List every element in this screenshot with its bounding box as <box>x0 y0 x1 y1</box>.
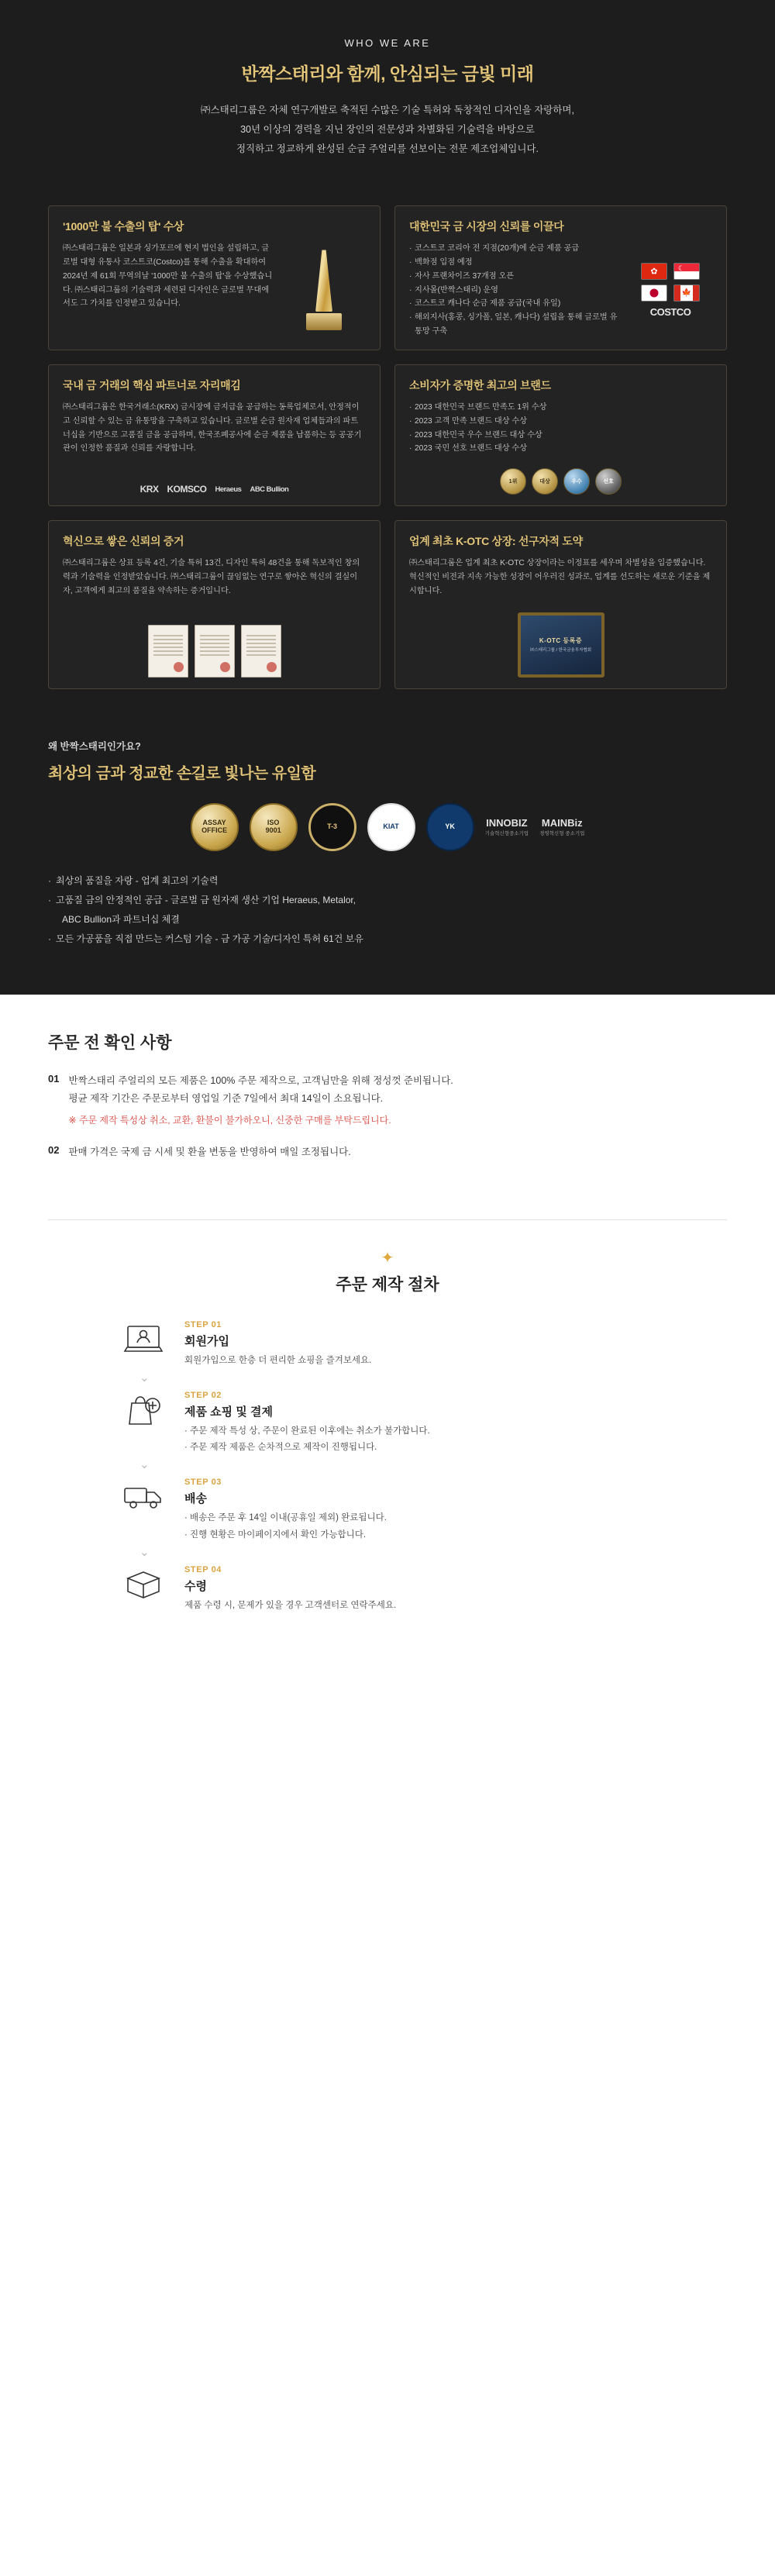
japan-flag-icon <box>641 284 667 302</box>
innobiz-sub: 기술혁신형중소기업 <box>484 831 529 837</box>
hongkong-flag-icon <box>641 263 667 280</box>
mainbiz-sub: 경영혁신형 중소기업 <box>539 831 585 837</box>
chevron-down-icon: ⌄ <box>140 1545 150 1559</box>
plaque-subtitle: ㈜스태리그룹 / 한국금융투자협회 <box>529 647 592 653</box>
heraeus-logo: Heraeus <box>215 485 242 494</box>
why-benefit-item: · 최상의 품질을 자랑 - 업계 최고의 기술력 <box>48 871 727 891</box>
process-step-list <box>48 1319 727 1615</box>
mainbiz-badge-icon <box>539 817 584 837</box>
card-brand-awards <box>394 364 727 506</box>
step-desc: · 주문 제작 제품은 순차적으로 제작이 진행됩니다. <box>184 1443 377 1453</box>
process-step <box>48 1476 727 1543</box>
shopping-bag-icon <box>119 1389 167 1431</box>
hero-section <box>0 0 775 205</box>
assay-office-badge-icon: ASSAY OFFICE <box>191 803 239 851</box>
t3-badge-icon: T-3 <box>308 803 356 851</box>
step-name: 배송 <box>184 1492 207 1506</box>
process-step <box>48 1389 727 1457</box>
card-title: 업계 최초 K-OTC 상장: 선구자적 도약 <box>409 535 583 548</box>
notice-item <box>48 1072 727 1129</box>
card-text: ㈜스태리그룹은 업계 최초 K-OTC 상장이라는 이정표를 세우며 차별성을 입증했습니다. 혁신적인 비전과 지속 가능한 성장이 어우러진 성과로, 업계를 선도하는 새로운 기준을 제시합니다. <box>409 559 711 595</box>
step-label: STEP 02 <box>184 1390 222 1400</box>
order-notice-section <box>0 995 775 1199</box>
flags-group <box>629 242 712 339</box>
step-desc: 회원가입으로 한층 더 편리한 쇼핑을 즐겨보세요. <box>184 1355 372 1365</box>
award-seal-icon: 선호 <box>595 468 622 495</box>
innobiz-label: INNOBIZ <box>486 816 528 829</box>
card-bullet: · 코스트코 캐나다 순금 제품 공급(국내 유일) <box>409 297 621 311</box>
award-seal-icon: 1위 <box>500 468 526 495</box>
card-title: 혁신으로 쌓은 신뢰의 증거 <box>63 535 184 548</box>
card-bullet: · 백화점 입점 예정 <box>409 256 621 270</box>
card-title: '1000만 불 수출의 탑' 수상 <box>63 220 184 233</box>
why-benefit-item: · 고품질 금의 안정적인 공급 - 글로벌 금 원자재 생산 기업 Heraeus, Metalor, <box>48 891 727 910</box>
step-label: STEP 04 <box>184 1564 222 1574</box>
step-desc: · 진행 현황은 마이페이지에서 확인 가능합니다. <box>184 1529 367 1540</box>
card-text: ㈜스태리그룹은 한국거래소(KRX) 금시장에 금지급을 공급하는 동록업체로서, 안정적이고 신뢰할 수 있는 금 유통망을 구축하고 있습니다. 글로벌 순금 원자재 업체들과의 파트너십을 기반으로 고품질 금을 공급하며, 한국조폐공사에 순금 제품을 납품하는 등 공공기관이 인정한 품질과 신뢰를 자랑합니다. <box>63 402 362 453</box>
hero-desc-line-1: ㈜스태리그룹은 자체 연구개발로 축적된 수많은 기술 특허와 독창적인 디자인을 자랑하며, <box>201 105 574 116</box>
step-name: 제품 쇼핑 및 결제 <box>184 1405 273 1419</box>
card-title: 국내 금 거래의 핵심 파트너로 자리매김 <box>63 378 241 391</box>
award-seal-icon: 우수 <box>563 468 590 495</box>
abc-bullion-logo: ABC Bullion <box>250 485 289 494</box>
card-patents <box>48 520 381 689</box>
card-bullet: · 2023 대한민국 브랜드 만족도 1위 수상 <box>409 401 712 415</box>
step-name: 회원가입 <box>184 1334 229 1348</box>
step-desc: 제품 수령 시, 문제가 있을 경우 고객센터로 연락주세요. <box>184 1600 397 1610</box>
hero-desc-line-3: 정직하고 정교하게 완성된 순금 주얼리를 선보이는 전문 제조업체입니다. <box>236 143 539 154</box>
process-title: 주문 제작 절차 <box>336 1275 439 1294</box>
award-seal-row <box>409 468 712 495</box>
step-name: 수령 <box>184 1579 207 1593</box>
komsco-logo: KOMSCO <box>167 484 207 495</box>
step-label: STEP 03 <box>184 1478 222 1488</box>
notice-warning: ※ 주문 제작 특성상 취소, 교환, 환불이 불가하오니, 신중한 구매를 부탁드립니다. <box>68 1115 391 1126</box>
kotc-plaque-icon <box>518 612 604 678</box>
card-title: 대한민국 금 시장의 신뢰를 이끌다 <box>409 220 564 233</box>
why-section <box>0 725 775 995</box>
notice-text: 판매 가격은 국제 금 시세 및 환율 변동을 반영하여 매일 조정됩니다. <box>68 1146 351 1157</box>
why-benefit-item-cont: ABC Bullion과 파트너십 체결 <box>62 914 180 926</box>
card-bullet: · 2023 국민 선호 브랜드 대상 수상 <box>409 442 712 456</box>
notice-text: 반짝스태리 주얼리의 모든 제품은 100% 주문 제작으로, 고객님만을 위해 정성껏 준비됩니다. <box>68 1074 453 1086</box>
iso-badge-icon: ISO 9001 <box>250 803 298 851</box>
certification-badge-row <box>48 803 727 851</box>
card-title: 소비자가 증명한 최고의 브랜드 <box>409 378 551 391</box>
card-text <box>409 242 621 339</box>
why-eyebrow: 왜 반짝스태리인가요? <box>48 740 141 752</box>
step-label: STEP 01 <box>184 1319 222 1329</box>
why-benefit-item: · 모든 가공품을 직접 만드는 커스텀 기술 - 금 가공 기술/디자인 특허 61건 보유 <box>48 929 727 949</box>
step-desc: · 주문 제작 특성 상, 주문이 완료된 이후에는 취소가 불가합니다. <box>184 1426 430 1436</box>
card-bullet: · 2023 고객 만족 브랜드 대상 수상 <box>409 415 712 429</box>
hero-title: 반짝스태리와 함께, 안심되는 금빛 미래 <box>241 64 534 84</box>
why-benefit-list <box>48 871 727 950</box>
why-title: 최상의 금과 정교한 손길로 빛나는 유일함 <box>48 764 316 782</box>
award-seal-icon: 대상 <box>532 468 558 495</box>
hero-eyebrow: WHO WE ARE <box>344 37 431 49</box>
card-bullet: · 코스트코 코리아 전 지점(20개)에 순금 제품 공급 <box>409 242 621 256</box>
kiat-badge-icon: KIAT <box>367 803 415 851</box>
hero-desc-line-2: 30년 이상의 경력을 지닌 장인의 전문성과 차별화된 기술력을 바탕으로 <box>240 124 535 135</box>
costco-logo: COSTCO <box>649 305 691 318</box>
card-text: ㈜스태리그룹은 상표 등록 4건, 기술 특허 13건, 디자인 특허 48건을 통해 독보적인 창의력과 기술력을 인정받았습니다. ㈜스태리그룹이 끊임없는 연구로 쌓아온 혁신의 결실이자, 고객에게 최고의 품질을 약속하는 증거입니다. <box>63 559 360 595</box>
singapore-flag-icon <box>673 263 700 280</box>
order-process-section <box>0 1220 775 1646</box>
krx-logo: KRX <box>140 484 159 495</box>
card-kotc-listing <box>394 520 727 689</box>
mainbiz-label: MAINBiz <box>541 816 583 829</box>
achievement-card-grid <box>0 205 775 725</box>
step-desc: · 배송은 주문 후 14일 이내(공휴일 제외) 완료됩니다. <box>184 1513 387 1523</box>
hero-description <box>0 101 775 159</box>
notice-text: 평균 제작 기간은 주문로부터 영업일 기준 7일에서 최대 14일이 소요됩니다. <box>68 1093 384 1105</box>
card-text: ㈜스태리그룹은 일본과 싱가포르에 현지 법인을 설립하고, 글로벌 대형 유통사 코스트코(Costco)를 통해 수출을 확대하여 2024년 제 61회 무역의날 '1000만 불 수출의 탑'을 수상했습니다. ㈜스태리그룹의 기술력과 세련된 디자인은 글로벌 무대에서도 그 가치를 인정받고 있습니다. <box>63 244 273 309</box>
certificate-icon <box>148 625 188 678</box>
canada-flag-icon <box>673 284 700 302</box>
trophy-icon <box>282 242 366 339</box>
process-step <box>48 1564 727 1614</box>
box-icon <box>119 1564 167 1605</box>
laptop-user-icon <box>119 1319 167 1360</box>
card-gold-partner <box>48 364 381 506</box>
sparkle-icon: ✦ <box>381 1249 394 1267</box>
notice-title: 주문 전 확인 사항 <box>48 1033 172 1052</box>
card-text <box>409 401 712 456</box>
yk-badge-icon: YK <box>426 803 474 851</box>
process-step <box>48 1319 727 1369</box>
partner-logo-row <box>63 484 366 495</box>
card-bullet: · 2023 대한민국 우수 브랜드 대상 수상 <box>409 429 712 443</box>
truck-icon <box>119 1476 167 1518</box>
card-bullet: · 해외지사(홍콩, 싱가폴, 일본, 캐나다) 설립을 통해 글로벌 유통망 구축 <box>409 311 621 339</box>
card-export-award <box>48 205 381 350</box>
certificate-row <box>63 625 366 678</box>
certificate-icon <box>241 625 281 678</box>
notice-number: 01 <box>48 1072 60 1085</box>
chevron-down-icon: ⌄ <box>140 1458 150 1472</box>
card-market-trust <box>394 205 727 350</box>
certificate-icon <box>195 625 235 678</box>
card-bullet: · 자사 프랜차이즈 37개점 오픈 <box>409 270 621 284</box>
innobiz-badge-icon <box>485 817 529 837</box>
notice-number: 02 <box>48 1143 60 1156</box>
notice-item <box>48 1143 727 1162</box>
chevron-down-icon: ⌄ <box>140 1371 150 1385</box>
card-bullet: · 지사몰(반짝스태리) 운영 <box>409 284 621 298</box>
plaque-title: K-OTC 등록증 <box>539 636 583 644</box>
